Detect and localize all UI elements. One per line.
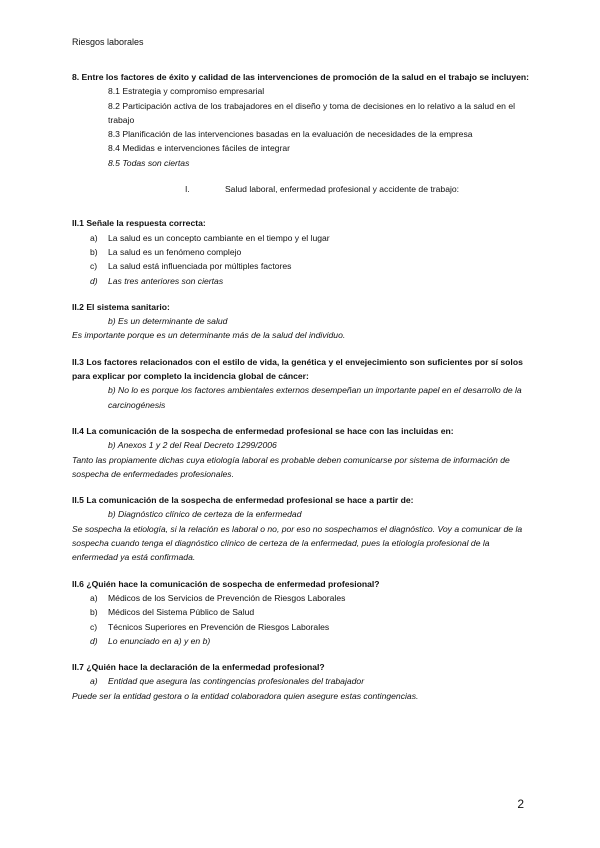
- question-8-option: 8.2 Participación activa de los trabajadores en el diseño y toma de decisiones en lo relativo a la salud en el trabajo: [108, 100, 516, 125]
- question-II-4-note: Tanto las propiamente dichas cuya etiología laboral es probable deben comunicarse por sistema de información de sospecha de enfermedades profesionales.: [72, 454, 510, 479]
- question-II-2-answer: b) Es un determinante de salud: [108, 316, 228, 327]
- question-II-4-answer: b) Anexos 1 y 2 del Real Decreto 1299/2006: [108, 440, 277, 451]
- option-row: [72, 620, 532, 634]
- option-row: [72, 259, 532, 273]
- question-II-1-stem: II.1 Señale la respuesta correcta:: [72, 218, 206, 229]
- question-II-5-answer: b) Diagnóstico clínico de certeza de la enfermedad: [108, 509, 302, 520]
- question-II-2-note: Es importante porque es un determinante más de la salud del individuo.: [72, 330, 346, 341]
- option-text: Lo enunciado en a) y en b): [108, 635, 211, 646]
- option-letter: d): [90, 275, 98, 286]
- question-II-7: [72, 660, 532, 703]
- option-text: Las tres anteriores son ciertas: [108, 275, 224, 286]
- question-II-6-stem: II.6 ¿Quién hace la comunicación de sospecha de enfermedad profesional?: [72, 578, 380, 589]
- section-title: Salud laboral, enfermedad profesional y accidente de trabajo:: [224, 184, 460, 195]
- option-row-answer: [72, 634, 532, 648]
- option-text: La salud es un concepto cambiante en el tiempo y el lugar: [108, 232, 330, 243]
- question-8-stem: 8. Entre los factores de éxito y calidad de las intervenciones de promoción de la salud en el trabajo se incluyen:: [72, 72, 530, 82]
- question-II-2-stem: II.2 El sistema sanitario:: [72, 301, 170, 312]
- question-II-4: [72, 424, 532, 481]
- question-II-4-stem: II.4 La comunicación de la sospecha de enfermedad profesional se hace con las incluidas en:: [72, 425, 454, 436]
- option-letter: c): [90, 261, 98, 272]
- option-row-answer: [72, 274, 532, 288]
- option-text: La salud es un fenómeno complejo: [108, 246, 242, 257]
- section-heading: [72, 182, 532, 196]
- option-letter: b): [90, 246, 98, 257]
- option-text: Médicos de los Servicios de Prevención de Riesgos Laborales: [108, 592, 346, 603]
- option-letter: a): [90, 676, 98, 687]
- option-text: Técnicos Superiores en Prevención de Riesgos Laborales: [108, 621, 330, 632]
- option-text: La salud está influenciada por múltiples factores: [108, 261, 292, 272]
- question-8-option: 8.1 Estrategia y compromiso empresarial: [108, 86, 265, 97]
- option-row: [72, 591, 532, 605]
- question-II-6: [72, 577, 532, 648]
- question-II-3-stem: II.3 Los factores relacionados con el estilo de vida, la genética y el envejecimiento son suficientes por sí solos para explicar por completo la incidencia global de cáncer:: [72, 356, 523, 382]
- option-row-answer: [72, 674, 532, 688]
- page-number: 2: [517, 797, 524, 811]
- option-row: [72, 605, 532, 619]
- document-body: [72, 70, 532, 715]
- question-II-3: [72, 355, 532, 412]
- question-II-2: [72, 300, 532, 343]
- question-8-option: 8.4 Medidas e intervenciones fáciles de integrar: [108, 143, 291, 154]
- question-8-answer: 8.5 Todas son ciertas: [108, 157, 190, 168]
- option-letter: d): [90, 635, 98, 646]
- question-II-1: [72, 216, 532, 287]
- question-8-option: 8.3 Planificación de las intervenciones basadas en la evaluación de necesidades de la empresa: [108, 129, 473, 140]
- question-II-5-stem: II.5 La comunicación de la sospecha de enfermedad profesional se hace a partir de:: [72, 495, 414, 506]
- section-number: I.: [184, 184, 190, 195]
- page-header: Riesgos laborales: [72, 37, 144, 47]
- question-II-5-note: Se sospecha la etiología, si la relación es laboral o no, por eso no sospechamos el diagnóstico. Voy a comunicar de la sospecha cuando tenga el diagnóstico clínico de certeza de la enfermedad, pues la etiología profesional de la enfermedad ya está confirmada.: [72, 523, 523, 563]
- option-text: Entidad que asegura las contingencias profesionales del trabajador: [108, 676, 365, 687]
- option-row: [72, 245, 532, 259]
- option-letter: a): [90, 232, 98, 243]
- option-text: Médicos del Sistema Público de Salud: [108, 607, 255, 618]
- option-letter: c): [90, 621, 98, 632]
- question-II-3-answer: b) No lo es porque los factores ambientales externos desempeñan un importante papel en el desarrollo de la carcinogénesis: [108, 385, 522, 410]
- question-II-5: [72, 493, 532, 564]
- option-letter: a): [90, 592, 98, 603]
- option-row: [72, 231, 532, 245]
- option-letter: b): [90, 607, 98, 618]
- question-8: [72, 70, 532, 170]
- question-II-7-stem: II.7 ¿Quién hace la declaración de la enfermedad profesional?: [72, 662, 325, 673]
- question-II-7-note: Puede ser la entidad gestora o la entidad colaboradora quien asegure estas contingencias.: [72, 690, 419, 701]
